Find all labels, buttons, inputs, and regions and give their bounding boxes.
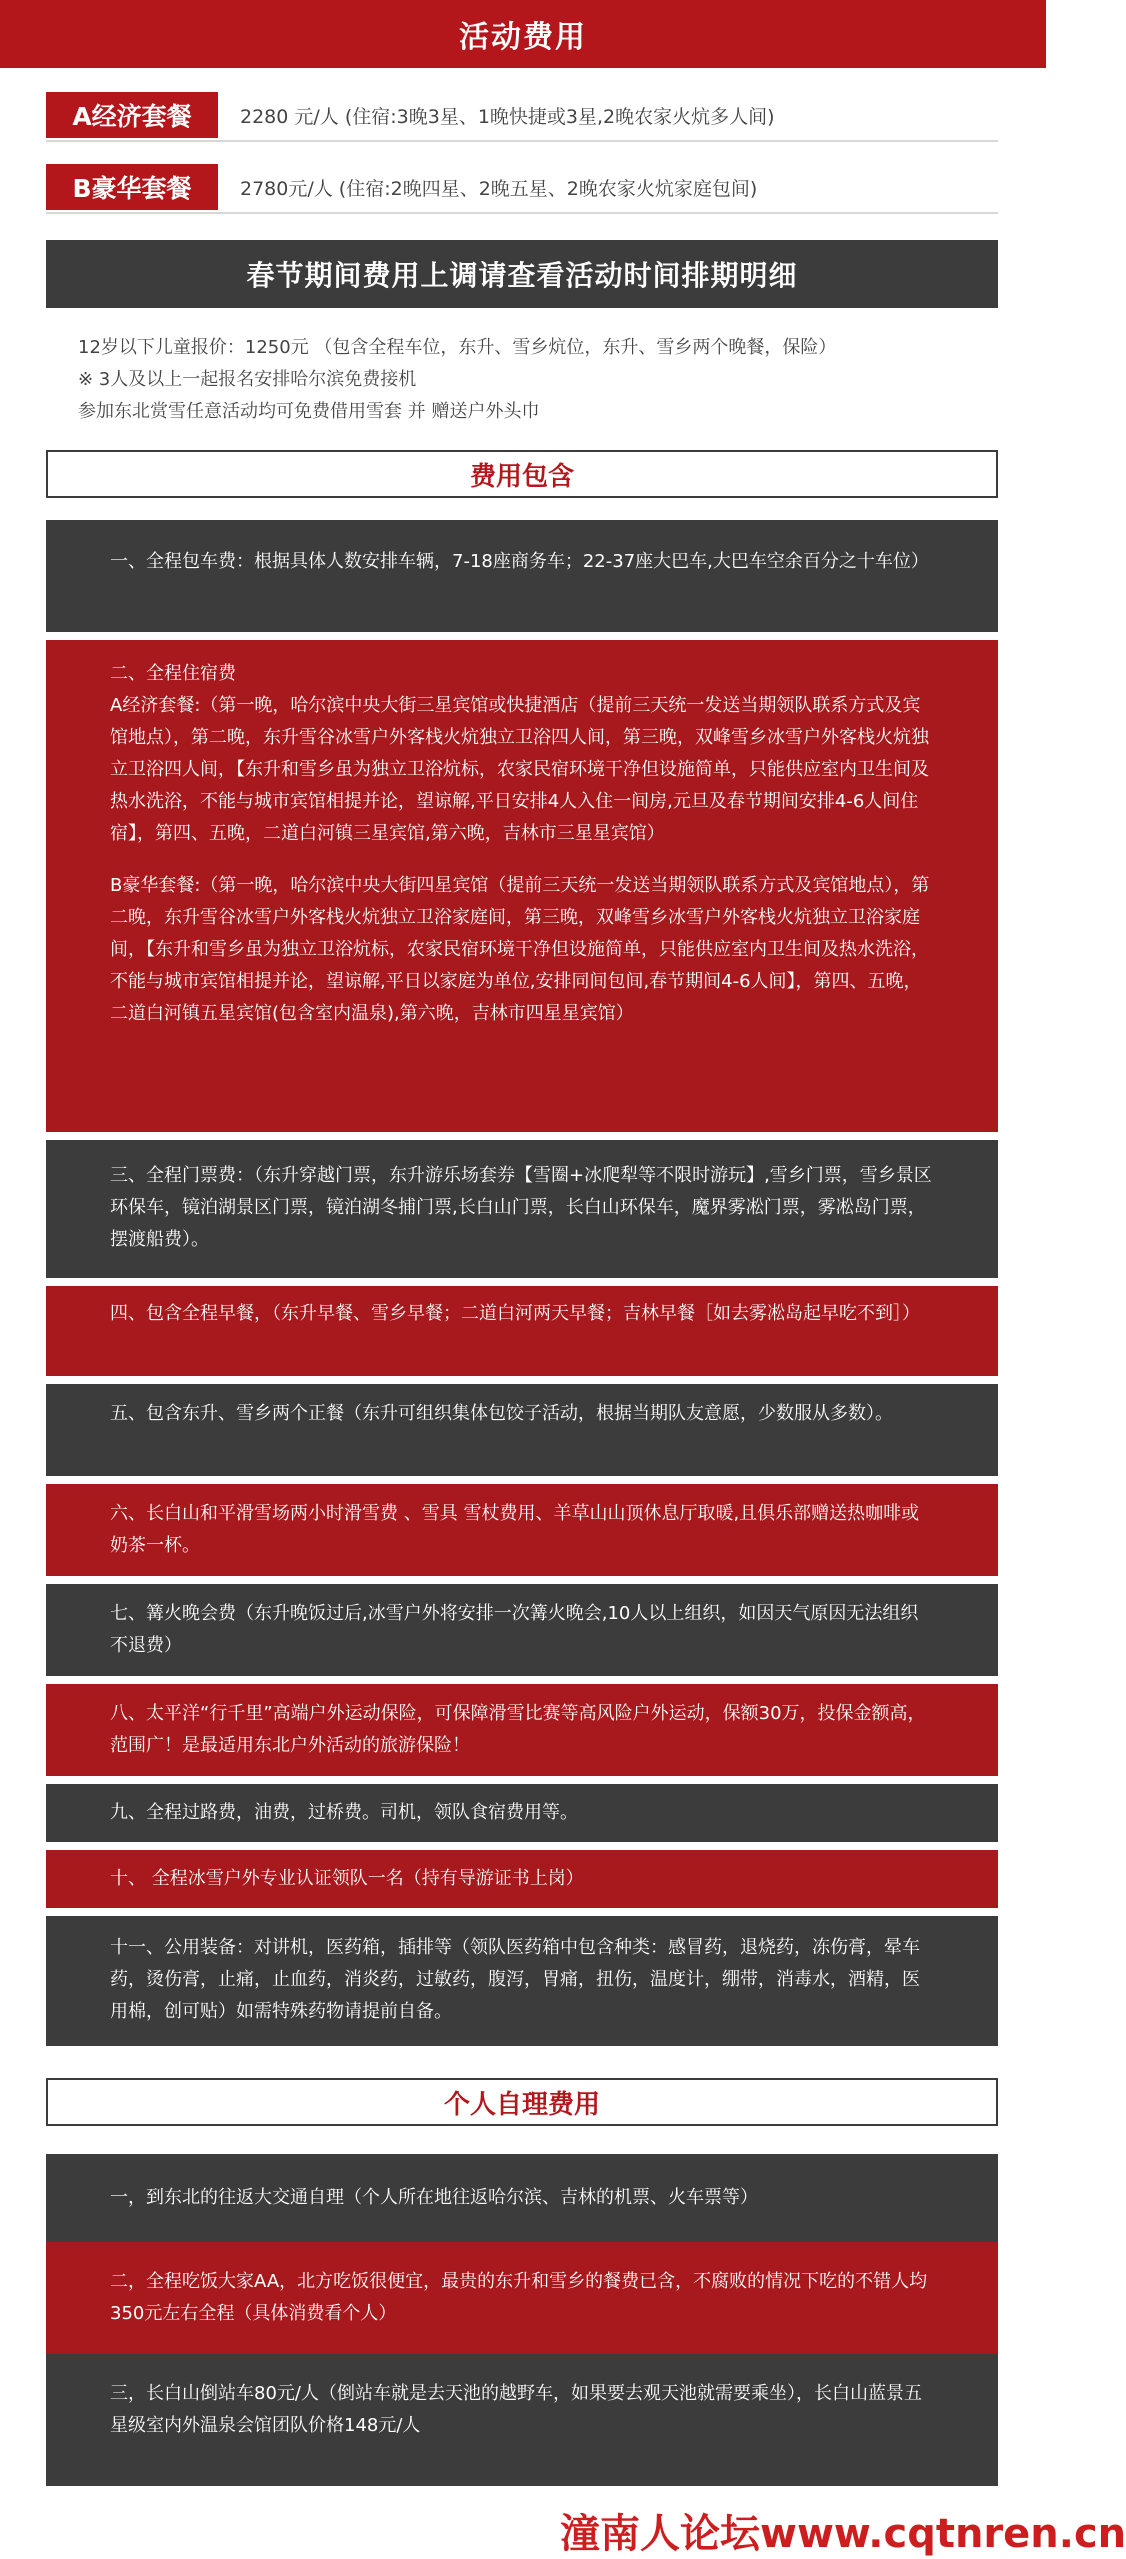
item-text: 七、篝火晚会费（东升晚饭过后,冰雪户外将安排一次篝火晚会,10人以上组织，如因天气原因无法组织不退费） <box>110 1603 919 1656</box>
page-title-banner <box>0 0 1046 68</box>
divider <box>46 140 998 142</box>
item-text: 三，长白山倒站车80元/人（倒站车就是去天池的越野车，如果要去观天池就需要乘坐），长白山蓝景五星级室内外温泉会馆团队价格148元/人 <box>110 2383 922 2436</box>
included-item-7 <box>46 1584 998 1676</box>
included-item-11 <box>46 1916 998 2046</box>
included-title-text: 费用包含 <box>469 461 574 492</box>
item-text: 九、全程过路费，油费，过桥费。司机，领队食宿费用等。 <box>110 1802 578 1823</box>
item-text-a: A经济套餐:（第一晚，哈尔滨中央大街三星宾馆或快捷酒店（提前三天统一发送当期领队联系方式及宾馆地点），第二晚，东升雪谷冰雪户外客栈火炕独立卫浴四人间，第三晚，双峰雪乡冰雪户外客栈火炕独立卫浴四人间，【东升和雪乡虽为独立卫浴炕标，农家民宿环境干净但设施简单，只能供应室内卫生间及热水洗浴，不能与城市宾馆相提并论，望谅解,平日安排4人入住一间房,元旦及春节期间安排4-6人间住宿】，第四、五晚，二道白河镇三星宾馆,第六晚，吉林市三星星宾馆） <box>110 695 929 844</box>
item-text: 二，全程吃饭大家AA，北方吃饭很便宜，最贵的东升和雪乡的餐费已含，不腐败的情况下吃的不错人均350元左右全程（具体消费看个人） <box>110 2271 928 2324</box>
holiday-notice-text: 春节期间费用上调请查看活动时间排期明细 <box>246 259 798 292</box>
item-text: 一、全程包车费：根据具体人数安排车辆，7-18座商务车；22-37座大巴车,大巴车空余百分之十车位） <box>110 551 929 572</box>
self-pay-item-2 <box>46 2242 998 2354</box>
package-b-tag: B豪华套餐 <box>46 164 218 210</box>
package-a-tag: A经济套餐 <box>46 92 218 138</box>
package-a-row <box>46 92 775 138</box>
package-a-desc: 2280 元/人 (住宿:3晚3星、1晚快捷或3星,2晚农家火炕多人间) <box>240 105 775 128</box>
holiday-notice-bar <box>46 240 998 308</box>
included-item-6 <box>46 1484 998 1576</box>
package-b-desc: 2780元/人 (住宿:2晚四星、2晚五星、2晚农家火炕家庭包间) <box>240 177 758 200</box>
item-text: 一，到东北的往返大交通自理（个人所在地往返哈尔滨、吉林的机票、火车票等） <box>110 2187 758 2208</box>
item-text: 八、太平洋“行千里”高端户外运动保险，可保障滑雪比赛等高风险户外运动，保额30万，投保金额高，范围广！是最适用东北户外活动的旅游保险！ <box>110 1703 926 1756</box>
included-item-3 <box>46 1140 998 1278</box>
child-price-note: 12岁以下儿童报价：1250元 （包含全程车位，东升、雪乡炕位，东升、雪乡两个晚餐，保险） <box>78 337 837 358</box>
item-text: 十、 全程冰雪户外专业认证领队一名（持有导游证书上岗） <box>110 1868 584 1889</box>
notes-block <box>78 332 836 428</box>
item-text: 十一、公用装备：对讲机，医药箱，插排等（领队医药箱中包含种类：感冒药，退烧药，冻伤膏，晕车药，烫伤膏，止痛，止血药，消炎药，过敏药，腹泻，胃痛，扭伤，温度计，绷带，消毒水，酒精，医用棉，创可贴）如需特殊药物请提前自备。 <box>110 1937 920 2022</box>
package-b-row <box>46 164 757 210</box>
self-pay-section-title <box>46 2078 998 2126</box>
site-watermark: 潼南人论坛www.cqtnren.cn <box>560 2511 1126 2557</box>
included-item-10 <box>46 1850 998 1908</box>
self-pay-item-3 <box>46 2354 998 2486</box>
included-item-4 <box>46 1286 998 1376</box>
included-item-9 <box>46 1784 998 1842</box>
item-text: 五、包含东升、雪乡两个正餐（东升可组织集体包饺子活动，根据当期队友意愿，少数服从多数）。 <box>110 1403 893 1424</box>
item-text: 六、长白山和平滑雪场两小时滑雪费 、雪具 雪杖费用、羊草山山顶休息厅取暖,且俱乐部赠送热咖啡或奶茶一杯。 <box>110 1503 920 1556</box>
airport-pickup-note: ※ 3人及以上一起报名安排哈尔滨免费接机 <box>78 369 417 390</box>
item-heading: 二、全程住宿费 <box>110 663 236 684</box>
item-text-b: B豪华套餐:（第一晚，哈尔滨中央大街四星宾馆（提前三天统一发送当期领队联系方式及宾馆地点），第二晚，东升雪谷冰雪户外客栈火炕独立卫浴家庭间，第三晚，双峰雪乡冰雪户外客栈火炕独立卫浴家庭间，【东升和雪乡虽为独立卫浴炕标，农家民宿环境干净但设施简单，只能供应室内卫生间及热水洗浴，不能与城市宾馆相提并论，望谅解,平日以家庭为单位,安排同间包间,春节期间4-6人间】，第四、五晚，二道白河镇五星宾馆(包含室内温泉),第六晚，吉林市四星星宾馆） <box>110 875 930 1024</box>
self-pay-item-1 <box>46 2154 998 2242</box>
gear-gift-note: 参加东北赏雪任意活动均可免费借用雪套 并 赠送户外头巾 <box>78 401 540 422</box>
divider <box>46 212 998 214</box>
page-title: 活动费用 <box>459 20 587 55</box>
item-text: 四、包含全程早餐，（东升早餐、雪乡早餐；二道白河两天早餐；吉林早餐［如去雾凇岛起早吃不到］） <box>110 1303 920 1324</box>
included-section-title <box>46 450 998 498</box>
item-text: 三、全程门票费：（东升穿越门票，东升游乐场套券【雪圈+冰爬犁等不限时游玩】,雪乡门票，雪乡景区环保车，镜泊湖景区门票，镜泊湖冬捕门票,长白山门票，长白山环保车，魔界雾凇门票，雾凇岛门票，摆渡船费）。 <box>110 1165 932 1250</box>
self-pay-title-text: 个人自理费用 <box>443 2089 600 2120</box>
included-item-2 <box>46 640 998 1132</box>
included-item-8 <box>46 1684 998 1776</box>
included-item-5 <box>46 1384 998 1476</box>
included-item-1 <box>46 520 998 632</box>
